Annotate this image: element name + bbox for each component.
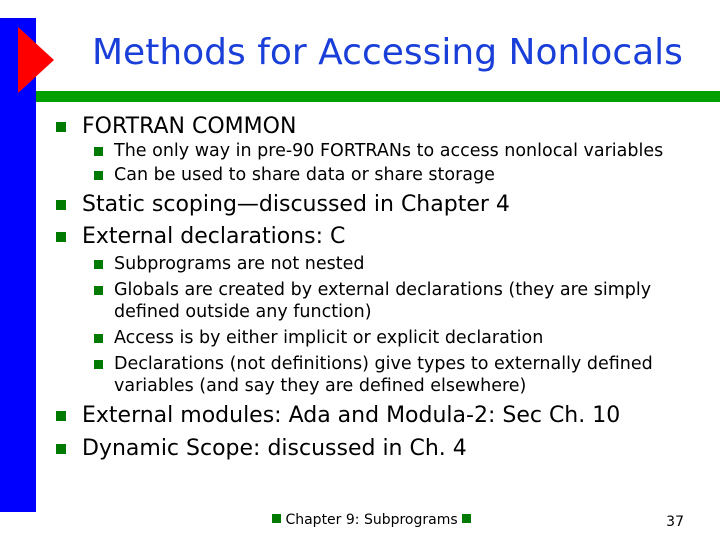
- sub-bullet-item: [114, 328, 543, 348]
- title-divider: [36, 91, 720, 102]
- sub-bullet-item: [114, 141, 663, 161]
- bullet-text: The only way in pre-90 FORTRANs to access nonlocal variables: [114, 141, 664, 161]
- bullet-text: External modules: Ada and Modula-2: Sec Ch. 10: [82, 403, 621, 428]
- sub-bullet-item: [114, 354, 653, 374]
- bullet-text: Declarations (not definitions) give types to externally defined: [114, 354, 653, 374]
- square-bullet-icon: [56, 122, 66, 132]
- bullet-continuation: defined outside any function): [114, 302, 372, 322]
- bullet-text: Dynamic Scope: discussed in Ch. 4: [82, 436, 467, 461]
- square-bullet-icon: [56, 411, 66, 421]
- square-bullet-icon: [94, 286, 103, 295]
- slide-title: Methods for Accessing Nonlocals: [92, 32, 683, 73]
- bullet-text: External declarations: C: [82, 224, 346, 249]
- square-bullet-icon: [94, 260, 103, 269]
- bullet-continuation: variables (and say they are defined elsewhere): [114, 376, 527, 396]
- bullet-text: Subprograms are not nested: [114, 254, 365, 274]
- square-bullet-icon: [94, 147, 103, 156]
- slide-footer: [272, 512, 471, 528]
- sub-bullet-item: [114, 165, 495, 185]
- square-bullet-icon: [462, 514, 471, 523]
- bullet-item: [82, 436, 467, 461]
- square-bullet-icon: [94, 334, 103, 343]
- bullet-text: Globals are created by external declarations (they are simply: [114, 280, 652, 300]
- bullet-text: Can be used to share data or share storage: [114, 165, 495, 185]
- square-bullet-icon: [272, 514, 281, 523]
- page-number: 37: [666, 514, 684, 530]
- square-bullet-icon: [56, 444, 66, 454]
- red-arrow-icon: [18, 27, 54, 93]
- square-bullet-icon: [94, 360, 103, 369]
- footer-text: Chapter 9: Subprograms: [285, 512, 458, 528]
- bullet-text: Access is by either implicit or explicit declaration: [114, 328, 544, 348]
- bullet-text: Static scoping—discussed in Chapter 4: [82, 192, 510, 217]
- bullet-item: [82, 403, 620, 428]
- square-bullet-icon: [94, 171, 103, 180]
- square-bullet-icon: [56, 200, 66, 210]
- bullet-text: FORTRAN COMMON: [82, 114, 297, 139]
- bullet-item: [82, 192, 510, 217]
- square-bullet-icon: [56, 232, 66, 242]
- sub-bullet-item: [114, 280, 651, 300]
- bullet-item: [82, 224, 345, 249]
- sub-bullet-item: [114, 254, 365, 274]
- bullet-item: [82, 114, 296, 139]
